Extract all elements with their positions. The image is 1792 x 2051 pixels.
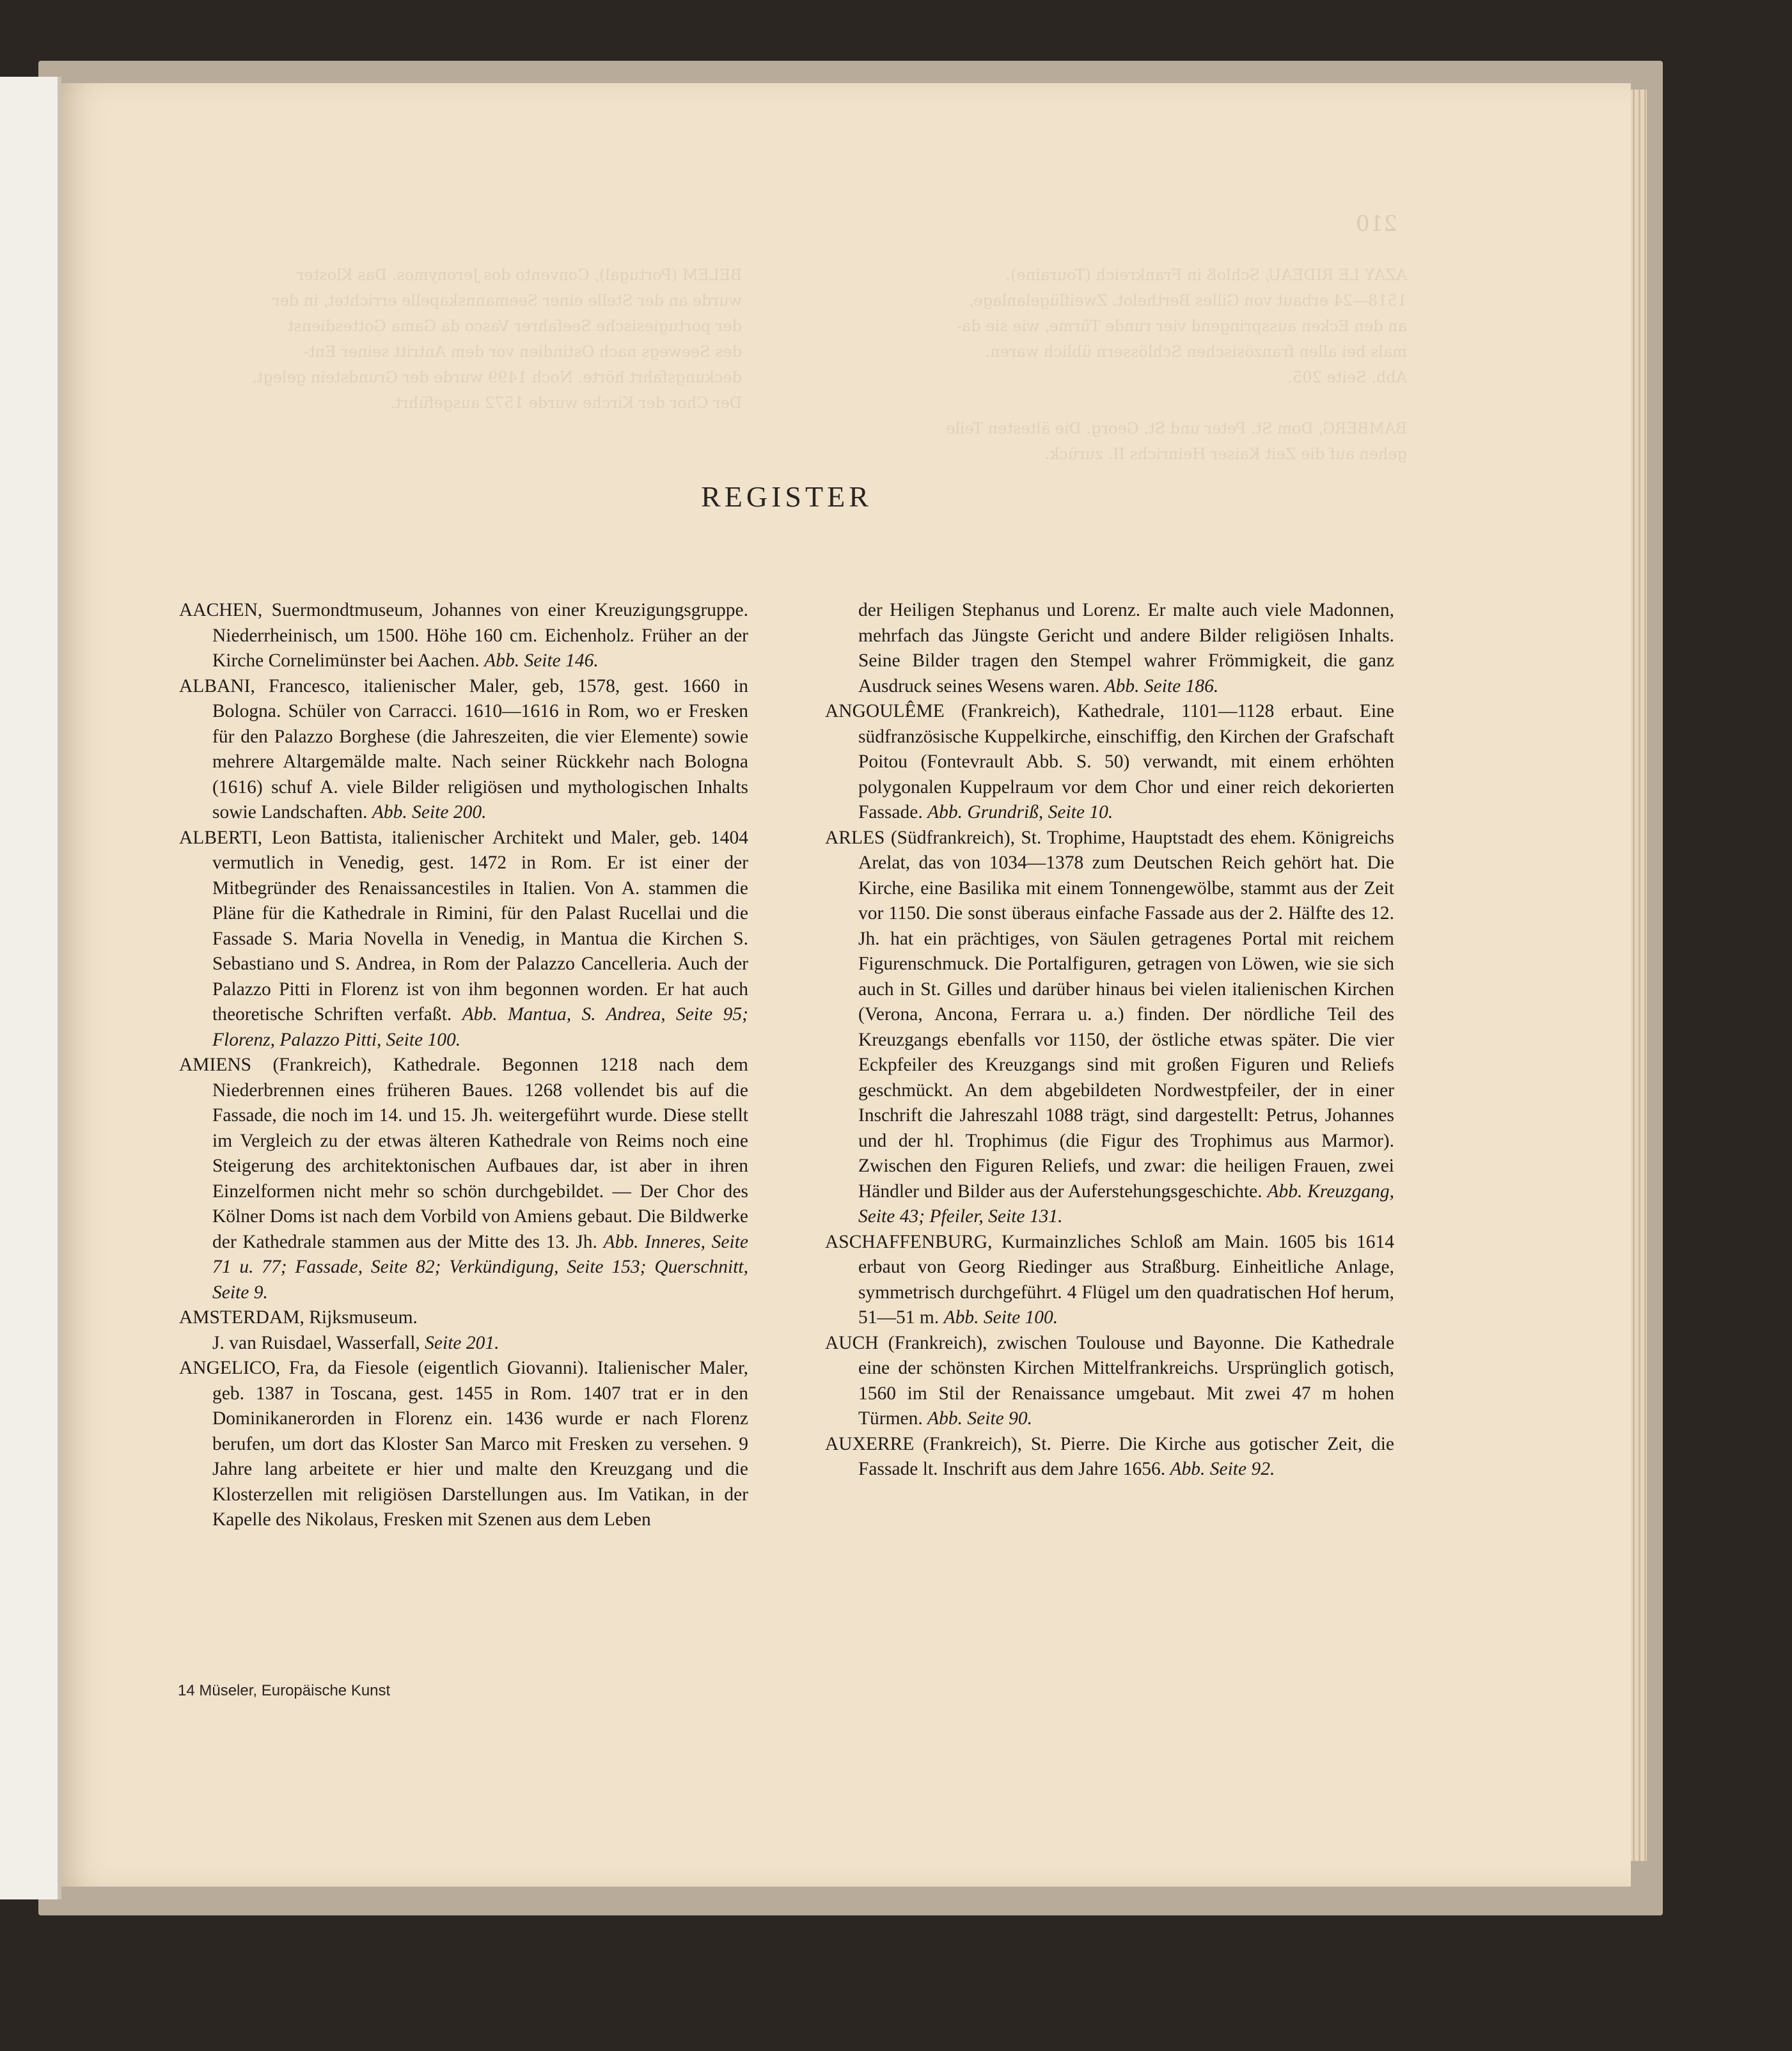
entry-text: , Leon Battista, italienischer Architekt und Maler, geb. 1404 vermutlich in Venedig, gest. 1472 in Rom. Er ist einer der Mitbegründer des Renaissancestiles in Italien. Von A. stammen die Pläne für die Kathedrale in Rimini, für den Palast Rucellai und die Fassade S. Maria Novella in Venedig, in Mantua die Kirchen S. Sebastiano und S. Andrea, in Rom der Palazzo Cancelleria. Auch der Palazzo Pitti in Florenz ist von ihm begonnen worden. Er hat auch theoretische Schriften verfaßt.: [212, 827, 748, 1025]
entry-heading: AMIENS: [179, 1055, 252, 1075]
entry-heading: AUCH: [825, 1332, 879, 1353]
entry-text: , Fra, da Fiesole (eigentlich Giovanni). Italienischer Maler, geb. 1387 in Toscana, gest. 1455 in Rom. 1407 trat er in den Dominikanerorden in Florenz ein. 1436 wurde er nach Florenz berufen, um dort das Kloster San Marco mit Fresken zu versehen. 9 Jahre lang arbeitete er hier und malte den Kreuzgang und die Klosterzellen mit religiösen Darstellungen aus. Im Vatikan, in der Kapelle des Nikolaus, Fresken mit Szenen aus dem Leben: [212, 1358, 748, 1530]
register-entry: [825, 1230, 1394, 1331]
entry-reference: Abb. Seite 92.: [1170, 1459, 1275, 1479]
entry-heading: ANGOULÊME: [825, 701, 945, 721]
entry-heading: ASCHAFFENBURG: [825, 1231, 988, 1252]
show-through-page-number: 210: [1356, 211, 1397, 237]
register-column-right: [825, 598, 1394, 1482]
register-entry: [825, 598, 1394, 699]
entry-text: J. van Ruisdael, Wasserfall,: [212, 1332, 425, 1353]
entry-text: , Francesco, italienischer Maler, geb, 1578, gest. 1660 in Bologna. Schüler von Carracci. 1610—1616 in Rom, wo er Fresken für den Palazzo Borghese (die Jahreszeiten, die vier Elemente) sowie mehrere Altargemälde malte. Nach seiner Rückkehr nach Bologna (1616) schuf A. viele Bilder religiösen und mythologischen Inhalts sowie Landschaften.: [212, 675, 748, 822]
entry-reference: Abb. Kreuzgang, Seite 43; Pfeiler, Seite 131.: [858, 1181, 1395, 1227]
show-through-text-right: AZAY LE RIDEAU, Schloß in Frankreich (Touraine). 1518—24 erbaut von Gilles Berthelot. Zweiflügelanlage, an den Ecken ausspringend vier runde Türme, wie sie da- mals bei allen französischen Schlössern üblich waren. Abb. Seite 205. BAMBERG, Dom St. Peter und St. Georg. Die ältesten Teile gehen auf die Zeit Kaiser Heinrichs II. zurück.: [946, 266, 1407, 463]
register-entry: [825, 699, 1394, 826]
entry-text: (Südfrankreich), St. Trophime, Hauptstadt des ehem. Königreichs Arelat, das von 1034—1378 zum Deutschen Reich gehört hat. Die Kirche, eine Basilika mit einem Tonnengewölbe, stammt aus der Zeit vor 1150. Die sonst überaus einfache Fassade aus der 2. Hälfte des 12. Jh. hat ein prächtiges, von Säulen getragenes Portal mit reichem Figurenschmuck. Die Portalfiguren, getragen von Löwen, wie sie sich auch in St. Gilles und darüber hinaus bei vielen italienischen Kirchen (Verona, Ancona, Ferrara u. a.) finden. Der nördliche Teil des Kreuzgangs ebenfalls vor 1150, der östliche etwas später. Die vier Eckpfeiler des Kreuzgangs sind mit großen Figuren und Reliefs geschmückt. An dem abgebildeten Nordwestpfeiler, der in einer Inschrift die Jahreszahl 1088 trägt, sind dargestellt: Petrus, Johannes und der hl. Trophimus (die Figur des Trophimus aus Marmor). Zwischen den Figuren Reliefs, und zwar: die heiligen Frauen, zwei Händler und Bilder aus der Auferstehungsgeschichte.: [858, 827, 1394, 1202]
register-entry: [825, 826, 1394, 1230]
entry-text: (Frankreich), Kathedrale, 1101—1128 erbaut. Eine südfranzösische Kuppelkirche, einschiffig, den Kirchen der Grafschaft Poitou (Fontevrault Abb. S. 50) verwandt, mit einem erhöhten polygonalen Kuppelraum vor dem Chor und einer reich dekorierten Fassade.: [858, 701, 1394, 822]
entry-heading: ALBERTI: [179, 827, 258, 848]
entry-text: , Kurmainzliches Schloß am Main. 1605 bis 1614 erbaut von Georg Riedinger aus Straßburg. Einheitliche Anlage, symmetrisch durchgeführt. 4 Flügel um den quadratischen Hof herum, 51—51 m.: [858, 1231, 1394, 1328]
entry-heading: AACHEN: [179, 600, 258, 620]
page-title: REGISTER: [701, 480, 872, 513]
entry-text: (Frankreich), Kathedrale. Begonnen 1218 nach dem Niederbrennen eines früheren Baues. 1268 vollendet bis auf die Fassade, die noch im 14. und 15. Jh. weitergeführt wurde. Diese stellt im Vergleich zu der etwas älteren Kathedrale von Reims noch eine Steigerung des architektonischen Aufbaues dar, ist aber in ihren Einzelformen nicht mehr so schön durchgebildet. — Der Chor des Kölner Doms ist nach dem Vorbild von Amiens gebaut. Die Bildwerke der Kathedrale stammen aus der Mitte des 13. Jh.: [212, 1055, 748, 1252]
register-entry: [179, 1053, 748, 1305]
entry-reference: Abb. Mantua, S. Andrea, Seite 95; Florenz, Palazzo Pitti, Seite 100.: [212, 1004, 748, 1050]
register-entry: [179, 1305, 748, 1331]
register-entry: [179, 826, 748, 1053]
show-through-text-left: BELEM (Portugal), Convento dos Jeronymos. Das Kloster wurde an der Stelle einer Seemannskapelle errichtet, in der der portugiesische Seefahrer Vasco da Gama Gottesdienst des Seewegs nach Ostindien vor dem Antritt seiner Ent- deckungsfahrt hörte. Noch 1499 wurde der Grundstein gelegt. Der Chor der Kirche wurde 1572 ausgeführt.: [252, 266, 742, 412]
page-footer: 14 Müseler, Europäische Kunst: [178, 1682, 391, 1699]
entry-heading: ANGELICO: [179, 1358, 276, 1378]
entry-heading: ARLES: [825, 827, 885, 848]
entry-text: (Frankreich), St. Pierre. Die Kirche aus gotischer Zeit, die Fassade lt. Inschrift aus dem Jahre 1656.: [858, 1433, 1394, 1479]
entry-heading: AMSTERDAM: [179, 1307, 300, 1328]
entry-reference: Abb. Seite 90.: [927, 1408, 1032, 1429]
entry-heading: AUXERRE: [825, 1433, 915, 1454]
register-entry: [179, 1356, 748, 1533]
entry-reference: Seite 201.: [425, 1332, 499, 1353]
register-entry: [825, 1432, 1394, 1482]
entry-reference: Abb. Seite 200.: [372, 802, 487, 822]
entry-reference: Abb. Grundriß, Seite 10.: [927, 802, 1113, 822]
entry-text: der Heiligen Stephanus und Lorenz. Er malte auch viele Madonnen, mehrfach das Jüngste Gericht und andere Bilder religiösen Inhalts. Seine Bilder tragen den Stempel wahrer Frömmigkeit, die ganz Ausdruck seines Wesens waren.: [858, 600, 1394, 696]
entry-heading: ALBANI: [179, 675, 251, 696]
entry-reference: Abb. Inneres, Seite 71 u. 77; Fassade, Seite 82; Verkündigung, Seite 153; Querschnitt, Seite 9.: [212, 1231, 748, 1303]
entry-reference: Abb. Seite 186.: [1104, 675, 1219, 696]
register-entry: [825, 1331, 1394, 1432]
left-page-edge: [0, 77, 61, 1899]
entry-text: (Frankreich), zwischen Toulouse und Bayonne. Die Kathedrale eine der schönsten Kirchen Mittelfrankreichs. Ursprünglich gotisch, 1560 im Stil der Renaissance umgebaut. Mit zwei 47 m hohen Türmen.: [858, 1332, 1394, 1429]
register-entry: [179, 598, 748, 674]
entry-reference: Abb. Seite 146.: [484, 650, 599, 671]
entry-reference: Abb. Seite 100.: [943, 1307, 1058, 1328]
register-column-left: [179, 598, 748, 1533]
register-entry: [179, 674, 748, 826]
register-entry: [179, 1331, 748, 1356]
entry-text: , Rijksmuseum.: [299, 1307, 418, 1328]
entry-text: , Suermondtmuseum, Johannes von einer Kreuzigungsgruppe. Niederrheinisch, um 1500. Höhe 160 cm. Eichenholz. Früher an der Kirche Cornelimünster bei Aachen.: [212, 600, 748, 671]
